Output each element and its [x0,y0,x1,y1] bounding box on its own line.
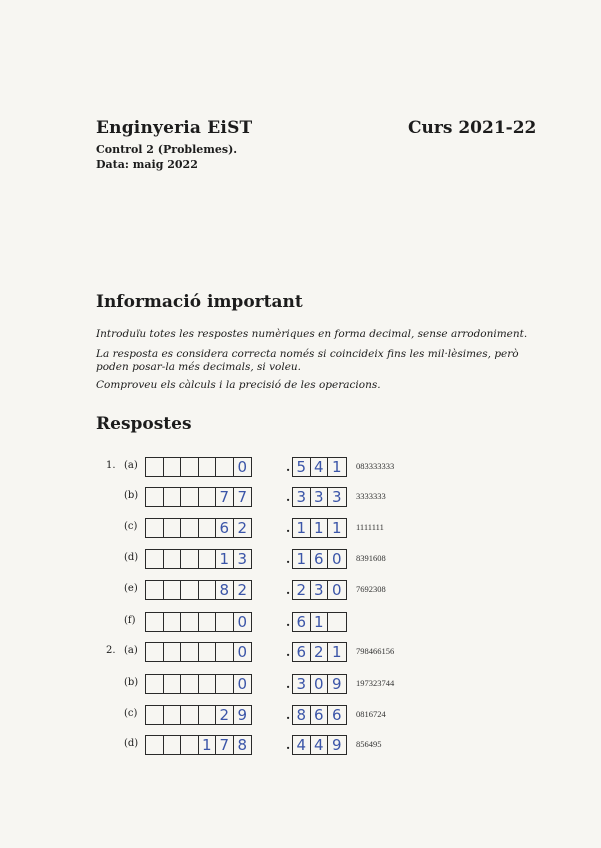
digit-cell[interactable] [181,488,199,506]
digit-cell[interactable]: 7 [237,488,248,506]
digit-cell[interactable]: 7 [216,736,234,754]
decimal-point: · [286,680,291,694]
digit-cell[interactable]: 8 [293,706,311,724]
answer-row [96,612,426,632]
digit-cell[interactable]: 8 [216,581,234,599]
digit-cell[interactable]: 0 [311,675,329,693]
decimal-digit-boxes[interactable] [292,674,347,694]
integer-digit-boxes[interactable] [145,735,252,755]
info-line-3: Comproveu els càlculs i la precisió de les operacions. [96,379,381,391]
decimal-point: · [286,555,291,569]
digit-cell[interactable]: 6 [293,643,311,661]
digit-cell[interactable] [199,675,217,693]
part-label: (c) [124,708,138,719]
digit-cell[interactable]: 0 [237,675,248,693]
decimal-point: · [286,524,291,538]
digit-cell[interactable]: 9 [331,736,342,754]
digit-cell[interactable]: 4 [293,736,311,754]
answers-title: Respostes [96,414,192,434]
info-title: Informació important [96,292,303,312]
decimal-point: · [286,463,291,477]
answer-row [96,642,426,662]
part-label: (f) [124,615,136,626]
part-label: (a) [124,460,138,471]
digit-cell[interactable] [181,581,199,599]
digit-cell[interactable]: 3 [311,581,329,599]
integer-digit-boxes[interactable] [145,674,252,694]
digit-cell[interactable] [146,706,164,724]
exam-name: Control 2 (Problemes). [96,143,238,156]
info-line-1: Introduïu totes les respostes numèriques en forma decimal, sense arrodoniment. [96,328,528,340]
digit-cell[interactable] [164,613,182,631]
integer-digit-boxes[interactable] [145,612,252,632]
digit-cell[interactable]: 7 [216,488,234,506]
digit-cell[interactable] [146,736,164,754]
part-label: (b) [124,677,139,688]
digit-cell[interactable]: 9 [331,675,342,693]
digit-cell[interactable]: 2 [293,581,311,599]
digit-cell[interactable] [146,675,164,693]
digit-cell[interactable]: 1 [331,458,342,476]
decimal-digit-boxes[interactable] [292,580,347,600]
digit-cell[interactable] [146,550,164,568]
extra-digits: 7692308 [356,584,386,594]
decimal-digit-boxes[interactable] [292,705,347,725]
digit-cell[interactable]: 3 [331,488,342,506]
part-label: (e) [124,583,138,594]
extra-digits: 197323744 [356,678,395,688]
digit-cell[interactable]: 3 [237,550,248,568]
digit-cell[interactable]: 0 [237,613,248,631]
digit-cell[interactable]: 6 [216,519,234,537]
decimal-digit-boxes[interactable] [292,487,347,507]
digit-cell[interactable]: 0 [331,581,342,599]
extra-digits: 8391608 [356,553,386,563]
extra-digits: 856495 [356,739,382,749]
digit-cell[interactable] [199,458,217,476]
integer-digit-boxes[interactable] [145,549,252,569]
digit-cell[interactable] [146,613,164,631]
answer-row [96,735,426,755]
answer-row [96,518,426,538]
answer-row [96,580,426,600]
decimal-digit-boxes[interactable] [292,642,347,662]
digit-cell[interactable] [146,519,164,537]
digit-cell[interactable] [216,458,234,476]
digit-cell[interactable]: 9 [237,706,248,724]
digit-cell[interactable]: 1 [199,736,217,754]
decimal-point: · [286,648,291,662]
digit-cell[interactable] [181,675,199,693]
digit-cell[interactable] [146,488,164,506]
digit-cell[interactable] [164,736,182,754]
digit-cell[interactable] [164,643,182,661]
digit-cell[interactable] [199,613,217,631]
digit-cell[interactable]: 4 [311,736,329,754]
digit-cell[interactable] [216,613,234,631]
digit-cell[interactable] [164,581,182,599]
digit-cell[interactable] [164,488,182,506]
extra-digits: 083333333 [356,461,395,471]
digit-cell[interactable] [164,706,182,724]
decimal-point: · [286,586,291,600]
digit-cell[interactable]: 0 [331,550,342,568]
extra-digits: 0816724 [356,709,386,719]
header-block [96,118,252,171]
digit-cell[interactable] [199,581,217,599]
decimal-digit-boxes[interactable] [292,549,347,569]
digit-cell[interactable]: 2 [237,519,248,537]
digit-cell[interactable] [164,675,182,693]
decimal-digit-boxes[interactable] [292,518,347,538]
part-label: (d) [124,552,139,563]
digit-cell[interactable]: 6 [311,706,329,724]
integer-digit-boxes[interactable] [145,487,252,507]
digit-cell[interactable] [216,675,234,693]
decimal-point: · [286,618,291,632]
digit-cell[interactable] [146,643,164,661]
digit-cell[interactable]: 3 [293,488,311,506]
digit-cell[interactable]: 1 [331,519,342,537]
decimal-point: · [286,741,291,755]
digit-cell[interactable]: 1 [311,613,329,631]
digit-cell[interactable]: 6 [331,706,342,724]
question-number: 2. [106,645,116,656]
integer-digit-boxes[interactable] [145,642,252,662]
digit-cell[interactable]: 1 [293,519,311,537]
digit-cell[interactable]: 8 [237,736,248,754]
digit-cell[interactable]: 2 [216,706,234,724]
digit-cell[interactable]: 1 [331,643,342,661]
digit-cell[interactable]: 3 [293,675,311,693]
integer-digit-boxes[interactable] [145,705,252,725]
digit-cell[interactable]: 2 [311,643,329,661]
digit-cell[interactable]: 4 [311,458,329,476]
digit-cell[interactable] [328,613,346,631]
digit-cell[interactable] [216,643,234,661]
question-number: 1. [106,460,116,471]
digit-cell[interactable]: 5 [293,458,311,476]
course-title: Enginyeria EiST [96,118,253,138]
digit-cell[interactable] [199,706,217,724]
digit-cell[interactable]: 1 [293,550,311,568]
extra-digits: 3333333 [356,491,386,501]
digit-cell[interactable]: 1 [216,550,234,568]
decimal-digit-boxes[interactable] [292,735,347,755]
digit-cell[interactable] [199,643,217,661]
decimal-digit-boxes[interactable] [292,612,347,632]
decimal-point: · [286,711,291,725]
digit-cell[interactable]: 0 [237,643,248,661]
answer-row [96,674,426,694]
answer-row [96,705,426,725]
extra-digits: 1111111 [356,522,384,532]
digit-cell[interactable] [181,706,199,724]
digit-cell[interactable] [199,550,217,568]
digit-cell[interactable]: 6 [311,550,329,568]
digit-cell[interactable]: 1 [311,519,329,537]
info-line-2: La resposta es considera correcta només si coincideix fins les mil·lèsimes, però poden posar-la més decimals, si voleu. [96,348,519,373]
answer-row [96,549,426,569]
digit-cell[interactable] [181,550,199,568]
digit-cell[interactable]: 0 [237,458,248,476]
digit-cell[interactable] [181,519,199,537]
digit-cell[interactable]: 3 [311,488,329,506]
digit-cell[interactable] [146,458,164,476]
integer-digit-boxes[interactable] [145,457,252,477]
part-label: (c) [124,521,138,532]
digit-cell[interactable] [181,643,199,661]
digit-cell[interactable] [181,613,199,631]
answer-row [96,457,426,477]
digit-cell[interactable] [164,519,182,537]
digit-cell[interactable] [199,519,217,537]
part-label: (d) [124,738,139,749]
digit-cell[interactable] [199,488,217,506]
decimal-digit-boxes[interactable] [292,457,347,477]
digit-cell[interactable] [164,550,182,568]
part-label: (b) [124,490,139,501]
part-label: (a) [124,645,138,656]
course-year: Curs 2021-22 [408,118,537,138]
decimal-point: · [286,493,291,507]
extra-digits: 798466156 [356,646,395,656]
integer-digit-boxes[interactable] [145,580,252,600]
digit-cell[interactable]: 6 [293,613,311,631]
exam-date: Data: maig 2022 [96,158,198,171]
integer-digit-boxes[interactable] [145,518,252,538]
digit-cell[interactable] [164,458,182,476]
digit-cell[interactable]: 2 [237,581,248,599]
digit-cell[interactable] [146,581,164,599]
answer-row [96,487,426,507]
digit-cell[interactable] [181,736,199,754]
digit-cell[interactable] [181,458,199,476]
